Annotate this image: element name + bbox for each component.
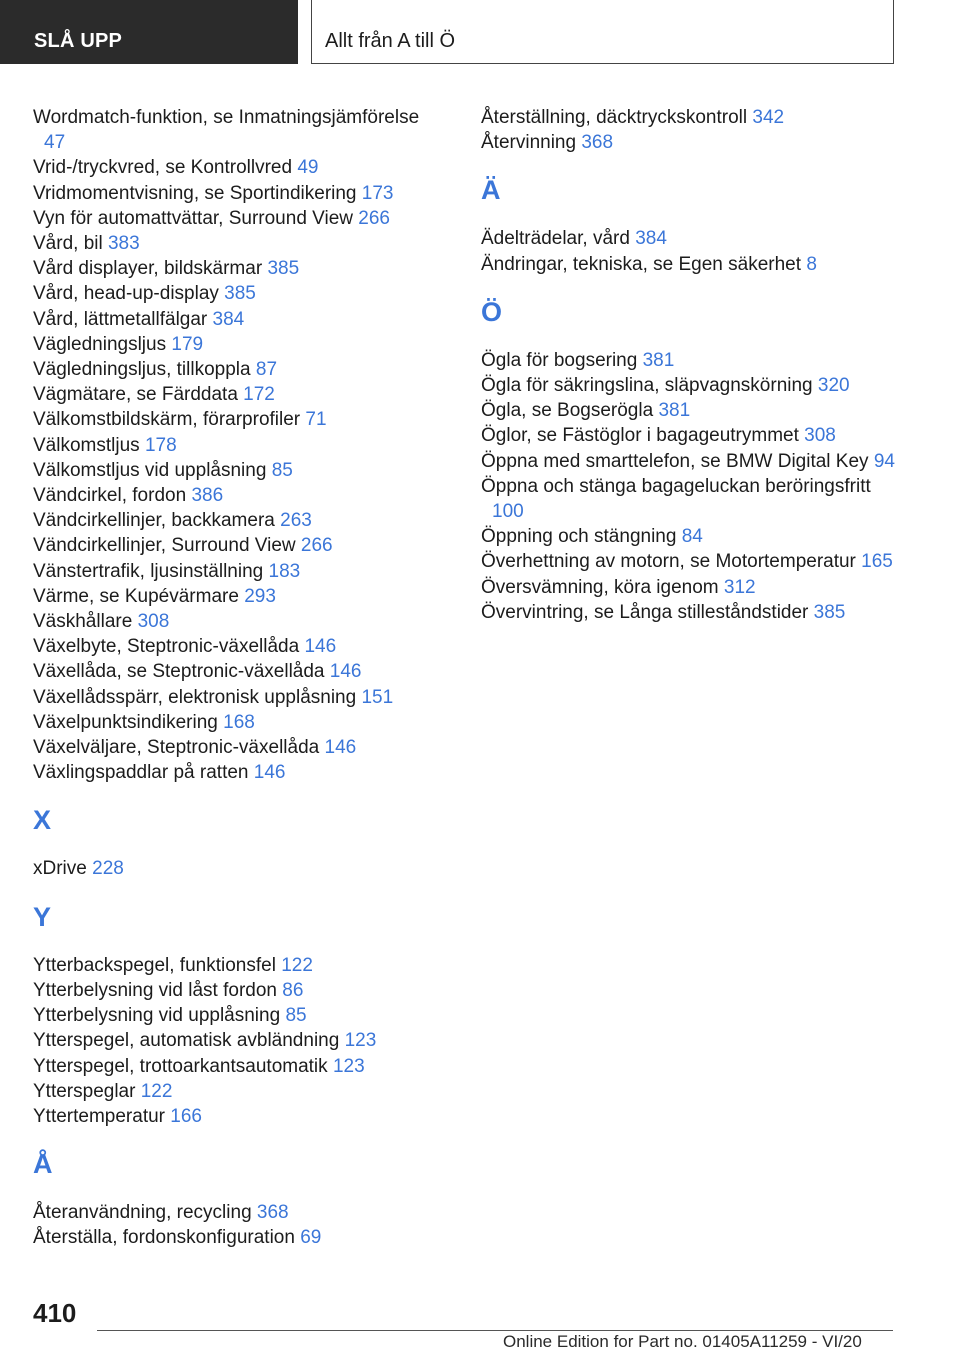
index-entry <box>33 307 433 332</box>
index-term: Yttertemperatur <box>33 1105 165 1127</box>
index-entry <box>481 373 901 398</box>
index-entry <box>33 760 433 785</box>
index-entry <box>33 382 433 407</box>
index-term: Öppna med smarttelefon, se BMW Digital Key <box>481 450 869 472</box>
index-page-link[interactable]: 173 <box>361 182 394 204</box>
index-term: Vägmätare, se Färddata <box>33 384 238 406</box>
index-term: Ögla, se Bogserögla <box>481 400 654 422</box>
index-term: Ytterspegel, trottoarkantsautomatik <box>33 1055 328 1077</box>
index-term: Vård displayer, bildskärmar <box>33 258 263 280</box>
index-term: Vändcirkellinjer, Surround View <box>33 535 296 557</box>
index-entry <box>33 1054 433 1079</box>
index-entry <box>481 398 901 423</box>
index-term: Öglor, se Fästöglor i bagageutrymmet <box>481 425 799 447</box>
index-entry <box>33 953 433 978</box>
index-term: Återställa, fordonskonfiguration <box>33 1227 295 1249</box>
index-term: Växlingspaddlar på ratten <box>33 762 249 784</box>
index-term: Återanvändning, recycling <box>33 1202 252 1224</box>
index-term: Vägledningsljus, tillkoppla <box>33 359 251 381</box>
index-page-link[interactable]: 266 <box>300 535 333 557</box>
index-page-link[interactable]: 178 <box>144 434 177 456</box>
index-entry <box>33 458 433 483</box>
index-entry <box>481 549 901 574</box>
index-term: Wordmatch-funktion, se Inmatningsjämförelse <box>33 107 420 128</box>
index-page-link[interactable]: 84 <box>681 526 703 548</box>
index-term: Öppning och stängning <box>481 526 677 548</box>
footer-edition: Online Edition for Part no. 01405A11259 - VI/20 <box>503 1332 862 1351</box>
index-page-link[interactable]: 69 <box>300 1227 322 1249</box>
index-entry <box>33 659 433 684</box>
index-page-link[interactable]: 385 <box>267 258 300 280</box>
index-term: Växellådsspärr, elektronisk upplåsning <box>33 686 357 708</box>
index-page-link[interactable]: 381 <box>658 400 691 422</box>
index-page-link[interactable]: 263 <box>280 510 312 532</box>
index-term: Vänstertrafik, ljusinställning <box>33 560 264 582</box>
index-term: Återvinning <box>481 132 577 154</box>
index-entry <box>481 105 901 130</box>
chapter-tab <box>311 0 894 64</box>
index-entry <box>33 559 433 584</box>
index-page-link[interactable]: 183 <box>268 560 301 582</box>
index-term: Öppna och stänga bagageluckan beröringsfritt <box>481 475 871 497</box>
index-entry <box>481 449 901 474</box>
index-page-link[interactable]: 123 <box>332 1055 365 1077</box>
index-letter-heading: Y <box>33 901 52 932</box>
index-page-link[interactable]: 165 <box>861 551 893 573</box>
index-term: Ändringar, tekniska, se Egen säkerhet <box>481 253 802 275</box>
index-page-link[interactable]: 122 <box>140 1080 173 1102</box>
index-entry <box>33 407 433 432</box>
index-page-link[interactable]: 166 <box>170 1105 202 1127</box>
index-term: Växelväljare, Steptronic-växellåda <box>33 737 320 759</box>
index-term: Växelpunktsindikering <box>33 711 218 733</box>
index-term: Ytterspeglar <box>33 1080 136 1102</box>
index-page-link[interactable]: 308 <box>137 611 170 633</box>
index-page-link[interactable]: 123 <box>344 1030 377 1052</box>
index-entry <box>33 483 433 508</box>
index-page-link[interactable]: 320 <box>817 375 850 397</box>
index-page-link[interactable]: 312 <box>723 576 756 598</box>
index-term: Ytterspegel, automatisk avbländning <box>33 1030 340 1052</box>
index-entry <box>481 252 901 277</box>
index-letter-heading: Ö <box>481 296 503 327</box>
index-term: Välkomstljus <box>33 434 140 456</box>
index-entry <box>33 206 433 231</box>
index-page-link[interactable]: 172 <box>243 384 275 406</box>
index-page-link[interactable]: 146 <box>253 762 286 784</box>
index-term: Vändcirkel, fordon <box>33 485 187 507</box>
index-term: Välkomstbildskärm, förarprofiler <box>33 409 301 431</box>
index-letter-heading: Ä <box>481 175 501 206</box>
index-term: Vägledningsljus <box>33 333 167 355</box>
index-letter-heading: X <box>33 805 52 836</box>
index-page-link[interactable]: 8 <box>806 253 817 275</box>
index-page-link[interactable]: 383 <box>107 233 140 255</box>
index-entry <box>33 357 433 382</box>
index-entry <box>33 533 433 558</box>
chapter-tab-label: Allt från A till Ö <box>325 30 456 52</box>
index-page-link[interactable]: 179 <box>171 333 204 355</box>
index-page-link[interactable]: 384 <box>635 228 667 250</box>
index-term: Vyn för automattvättar, Surround View <box>33 207 354 229</box>
index-page-link[interactable]: 342 <box>752 107 785 128</box>
index-term: Värme, se Kupévärmare <box>33 585 239 607</box>
index-page-link[interactable]: 385 <box>813 601 846 623</box>
index-page-link[interactable]: 368 <box>581 132 614 154</box>
index-term: Växelbyte, Steptronic-växellåda <box>33 636 300 658</box>
index-entry <box>33 609 433 634</box>
index-page-link[interactable]: 94 <box>873 450 895 472</box>
index-entry <box>33 1104 433 1129</box>
index-term: Ytterbelysning vid låst fordon <box>33 979 277 1001</box>
index-page-link[interactable]: 49 <box>297 157 319 179</box>
index-letter-heading: Å <box>33 1149 53 1180</box>
index-entry <box>481 348 901 373</box>
index-entry <box>33 634 433 659</box>
index-page-link[interactable]: 71 <box>305 409 327 431</box>
index-entry <box>33 231 433 256</box>
index-column-right <box>481 105 901 625</box>
index-term: xDrive <box>33 858 87 880</box>
index-column-left <box>33 105 433 1251</box>
index-term: Vridmomentvisning, se Sportindikering <box>33 182 357 204</box>
index-entry <box>33 1200 433 1225</box>
index-entry <box>33 181 433 206</box>
index-entry <box>33 735 433 760</box>
index-term: Ögla för säkringslina, släpvagnskörning <box>481 375 813 397</box>
index-term: Översvämning, köra igenom <box>481 576 719 598</box>
index-entry <box>33 584 433 609</box>
index-page-link[interactable]: 100 <box>492 501 524 523</box>
index-term: Ögla för bogsering <box>481 349 638 371</box>
index-term: Överhettning av motorn, se Motortemperatur <box>481 551 856 573</box>
index-term: Vändcirkellinjer, backkamera <box>33 510 275 532</box>
index-term: Vård, bil <box>33 233 103 255</box>
index-term: Väskhållare <box>33 611 133 633</box>
index-entry <box>33 1225 433 1250</box>
index-entry <box>33 856 433 881</box>
index-term: Ädelträdelar, vård <box>481 228 630 250</box>
index-entry <box>33 105 433 155</box>
index-term: Vård, lättmetallfälgar <box>33 308 208 330</box>
index-page-link[interactable]: 85 <box>285 1005 307 1027</box>
index-term: Ytterbelysning vid upplåsning <box>33 1005 281 1027</box>
index-page-link[interactable]: 386 <box>191 485 224 507</box>
index-page-link[interactable]: 146 <box>324 737 357 759</box>
index-page-link[interactable]: 85 <box>271 459 293 481</box>
index-entry <box>33 1079 433 1104</box>
index-term: Välkomstljus vid upplåsning <box>33 459 267 481</box>
index-page-link[interactable]: 308 <box>804 425 836 447</box>
index-page-link[interactable]: 168 <box>223 711 255 733</box>
index-page-link[interactable]: 87 <box>255 359 278 381</box>
index-page-link[interactable]: 228 <box>92 858 124 880</box>
footer-divider <box>97 1330 893 1331</box>
index-entry <box>481 423 901 448</box>
index-term: Växellåda, se Steptronic-växellåda <box>33 661 325 683</box>
index-term: Vård, head-up-display <box>33 283 219 305</box>
index-page-link[interactable]: 266 <box>358 207 390 229</box>
index-entry <box>33 281 433 306</box>
index-entry <box>33 508 433 533</box>
index-entry <box>481 575 901 600</box>
index-entry <box>481 474 901 524</box>
index-page-link[interactable]: 368 <box>256 1202 289 1224</box>
section-tab-label: SLÅ UPP <box>34 30 123 52</box>
index-entry <box>33 710 433 735</box>
index-term: Vrid-/tryckvred, se Kontrollvred <box>33 157 293 179</box>
index-page-link[interactable]: 47 <box>44 132 66 154</box>
index-page-link[interactable]: 293 <box>244 585 276 607</box>
index-page-link[interactable]: 122 <box>281 954 313 976</box>
index-entry <box>33 332 433 357</box>
index-term: Återställning, däcktryckskontroll <box>481 107 748 128</box>
index-page-link[interactable]: 384 <box>212 308 245 330</box>
index-term: Ytterbackspegel, funktionsfel <box>33 954 276 976</box>
section-tab <box>0 0 298 64</box>
index-term: Övervintring, se Långa stilleståndstider <box>481 601 809 623</box>
index-entry <box>33 1028 433 1053</box>
page-number: 410 <box>33 1298 77 1328</box>
index-page-link[interactable]: 385 <box>224 283 256 305</box>
index-page-link[interactable]: 381 <box>642 349 675 371</box>
index-entry <box>33 978 433 1003</box>
index-page-link[interactable]: 146 <box>329 661 362 683</box>
index-page-link[interactable]: 151 <box>361 686 394 708</box>
index-entry <box>33 685 433 710</box>
index-entry <box>33 256 433 281</box>
index-entry <box>33 433 433 458</box>
index-entry <box>481 600 901 625</box>
index-page-link[interactable]: 146 <box>304 636 337 658</box>
index-entry <box>33 155 433 180</box>
index-entry <box>481 130 901 155</box>
index-entry <box>33 1003 433 1028</box>
index-entry <box>481 226 901 251</box>
index-entry <box>481 524 901 549</box>
index-page-link[interactable]: 86 <box>282 979 304 1001</box>
